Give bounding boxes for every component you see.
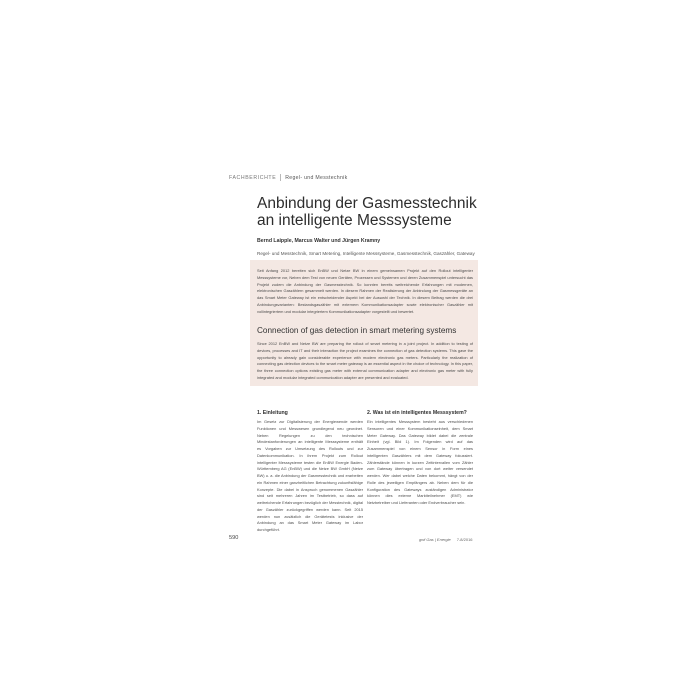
footer-publication: [419, 537, 473, 542]
title-line-1: Anbindung der Gasmesstechnik: [257, 195, 477, 212]
section-body-introduction: Im Gesetz zur Digitalisierung der Energiewende werden Funktionen und Messwesen grundlegend neu geordnet. Neben Regelungen zu den technischen Mindestanforderungen an intelligente Messsysteme enthält es Vorgaben zur Umsetzung des Rollouts und zur Datenkommunikation. In ihrem Projekt zum Rollout intelligenter Messsysteme testen die EnBW Energie Baden-Württemberg AG (EnBW) und die Netze BW GmbH (Netze BW) u. a. die Anbindung der Gasmesstechnik und erarbeiten ein Rahmen einer ganzheitlichen Betrachtung zukunftsfähige Konzepte. Die dabei in Anspruch genommenen Gaszähler sind seit mehreren Jahren im Testbetrieb, so dass auf weitreichende Erfahrungen bezüglich der Messtechnik, digital der Gaszähler zurückgegriffen werden kann. Seit 2015 werden nun zusätzlich die Gerätetests inklusive der Anbindung an das Smart Meter Gateway im Labor durchgeführt.: [257, 419, 363, 532]
header-divider: [280, 174, 281, 181]
section-heading-smart-metering: 2. Was ist ein intelligentes Messsystem?: [367, 410, 467, 416]
header-section: FACHBERICHTE: [229, 174, 277, 181]
column-left: [257, 410, 363, 534]
article-keywords: Regel- und Messtechnik, Smart Metering, Intelligente Messsysteme, Gasmesstechnik, Gaszähler, Gateway: [257, 251, 475, 256]
running-header: [229, 174, 348, 181]
article-authors: Bernd Laipple, Marcus Walter und Jürgen Kramny: [257, 238, 381, 244]
title-line-2: an intelligente Messsysteme: [257, 212, 452, 229]
article-title: [257, 195, 527, 229]
section-body-smart-metering: Ein intelligentes Messsystem besteht aus verschiedenen Sensoren und einer Kommunikationseinheit, dem Smart Meter Gateway. Das Gateway bildet dabei die zentrale Einheit (vgl. Bild 1). Im Folgenden wird auf das Zusammenspiel von einem Sensor in Form eines intelligenten Gaszählers mit dem Gateway fokussiert. Zählerstände können in kurzen Zeitintervallen vom Zähler zum Gateway übertragen und von dort weiter versendet werden. Wer dabei welche Daten bekommt, hängt von der Rolle des jeweiligen Empfängers ab. Neben dem für die Konfiguration des Gateways zuständigen Administrator können dies externe Marktteilnehmer (EMT) wie Netzbetreiber und Lieferanten oder Endverbraucher sein.: [367, 419, 473, 505]
page-number: 590: [229, 535, 239, 541]
footer-magazine: gwf Gas | Energie: [419, 537, 451, 542]
column-right: [367, 410, 473, 507]
footer-issue: 7-8/2016: [456, 537, 473, 542]
abstract-german: Seit Anfang 2012 bereiten sich EnBW und Netze BW in einem gemeinsamen Projekt auf den Rollout intelligenter Messsysteme vor, Neben dem Test von neuen Geräten, Prozessen und Systemen und deren Zusammenspiel untersucht das Projekt zudem die Anbindung der Gasmesstechnik. So konnten bereits weitreichende Erfahrungen mit modernen, elektronischen Gaszählern gesammelt werden. In diesem Rahmen der Realisierung der Anbindung der Gasmessgeräte an das Smart Meter Gateway ist ein entscheidender Aspekt bei der Auswahl der Technik. In diesem Beitrag werden die drei Anbindungsvarianten: Bestandsgaszähler mit externem Kommunikationsadapter sowie elektronischer Gaszähler mit vollintegriertem und modular integriertem Kommunikationsadapter vorgestellt und bewertet.: [257, 268, 473, 314]
header-topic: Regel- und Messtechnik: [285, 174, 348, 181]
section-heading-introduction: 1. Einleitung: [257, 410, 288, 416]
abstract-english: Since 2012 EnBW and Netze BW are preparing the rollout of smart metering in a joint project. In addition to testing of devices, processes and IT and their interaction the project examines the connection of gas detection systems. This gave the opportunity to already gain considerable experience with modern electronic gas meters. Particularly the realization of connecting gas detection devices to the smart meter gateway is an essential aspect in the choice of technology. In this paper, the three connection options existing gas meter with external communication adapter and electronic gas meter with fully integrated and modular integrated communication adapter are presented and evaluated.: [257, 341, 473, 380]
abstract-english-title: Connection of gas detection in smart metering systems: [257, 326, 457, 335]
